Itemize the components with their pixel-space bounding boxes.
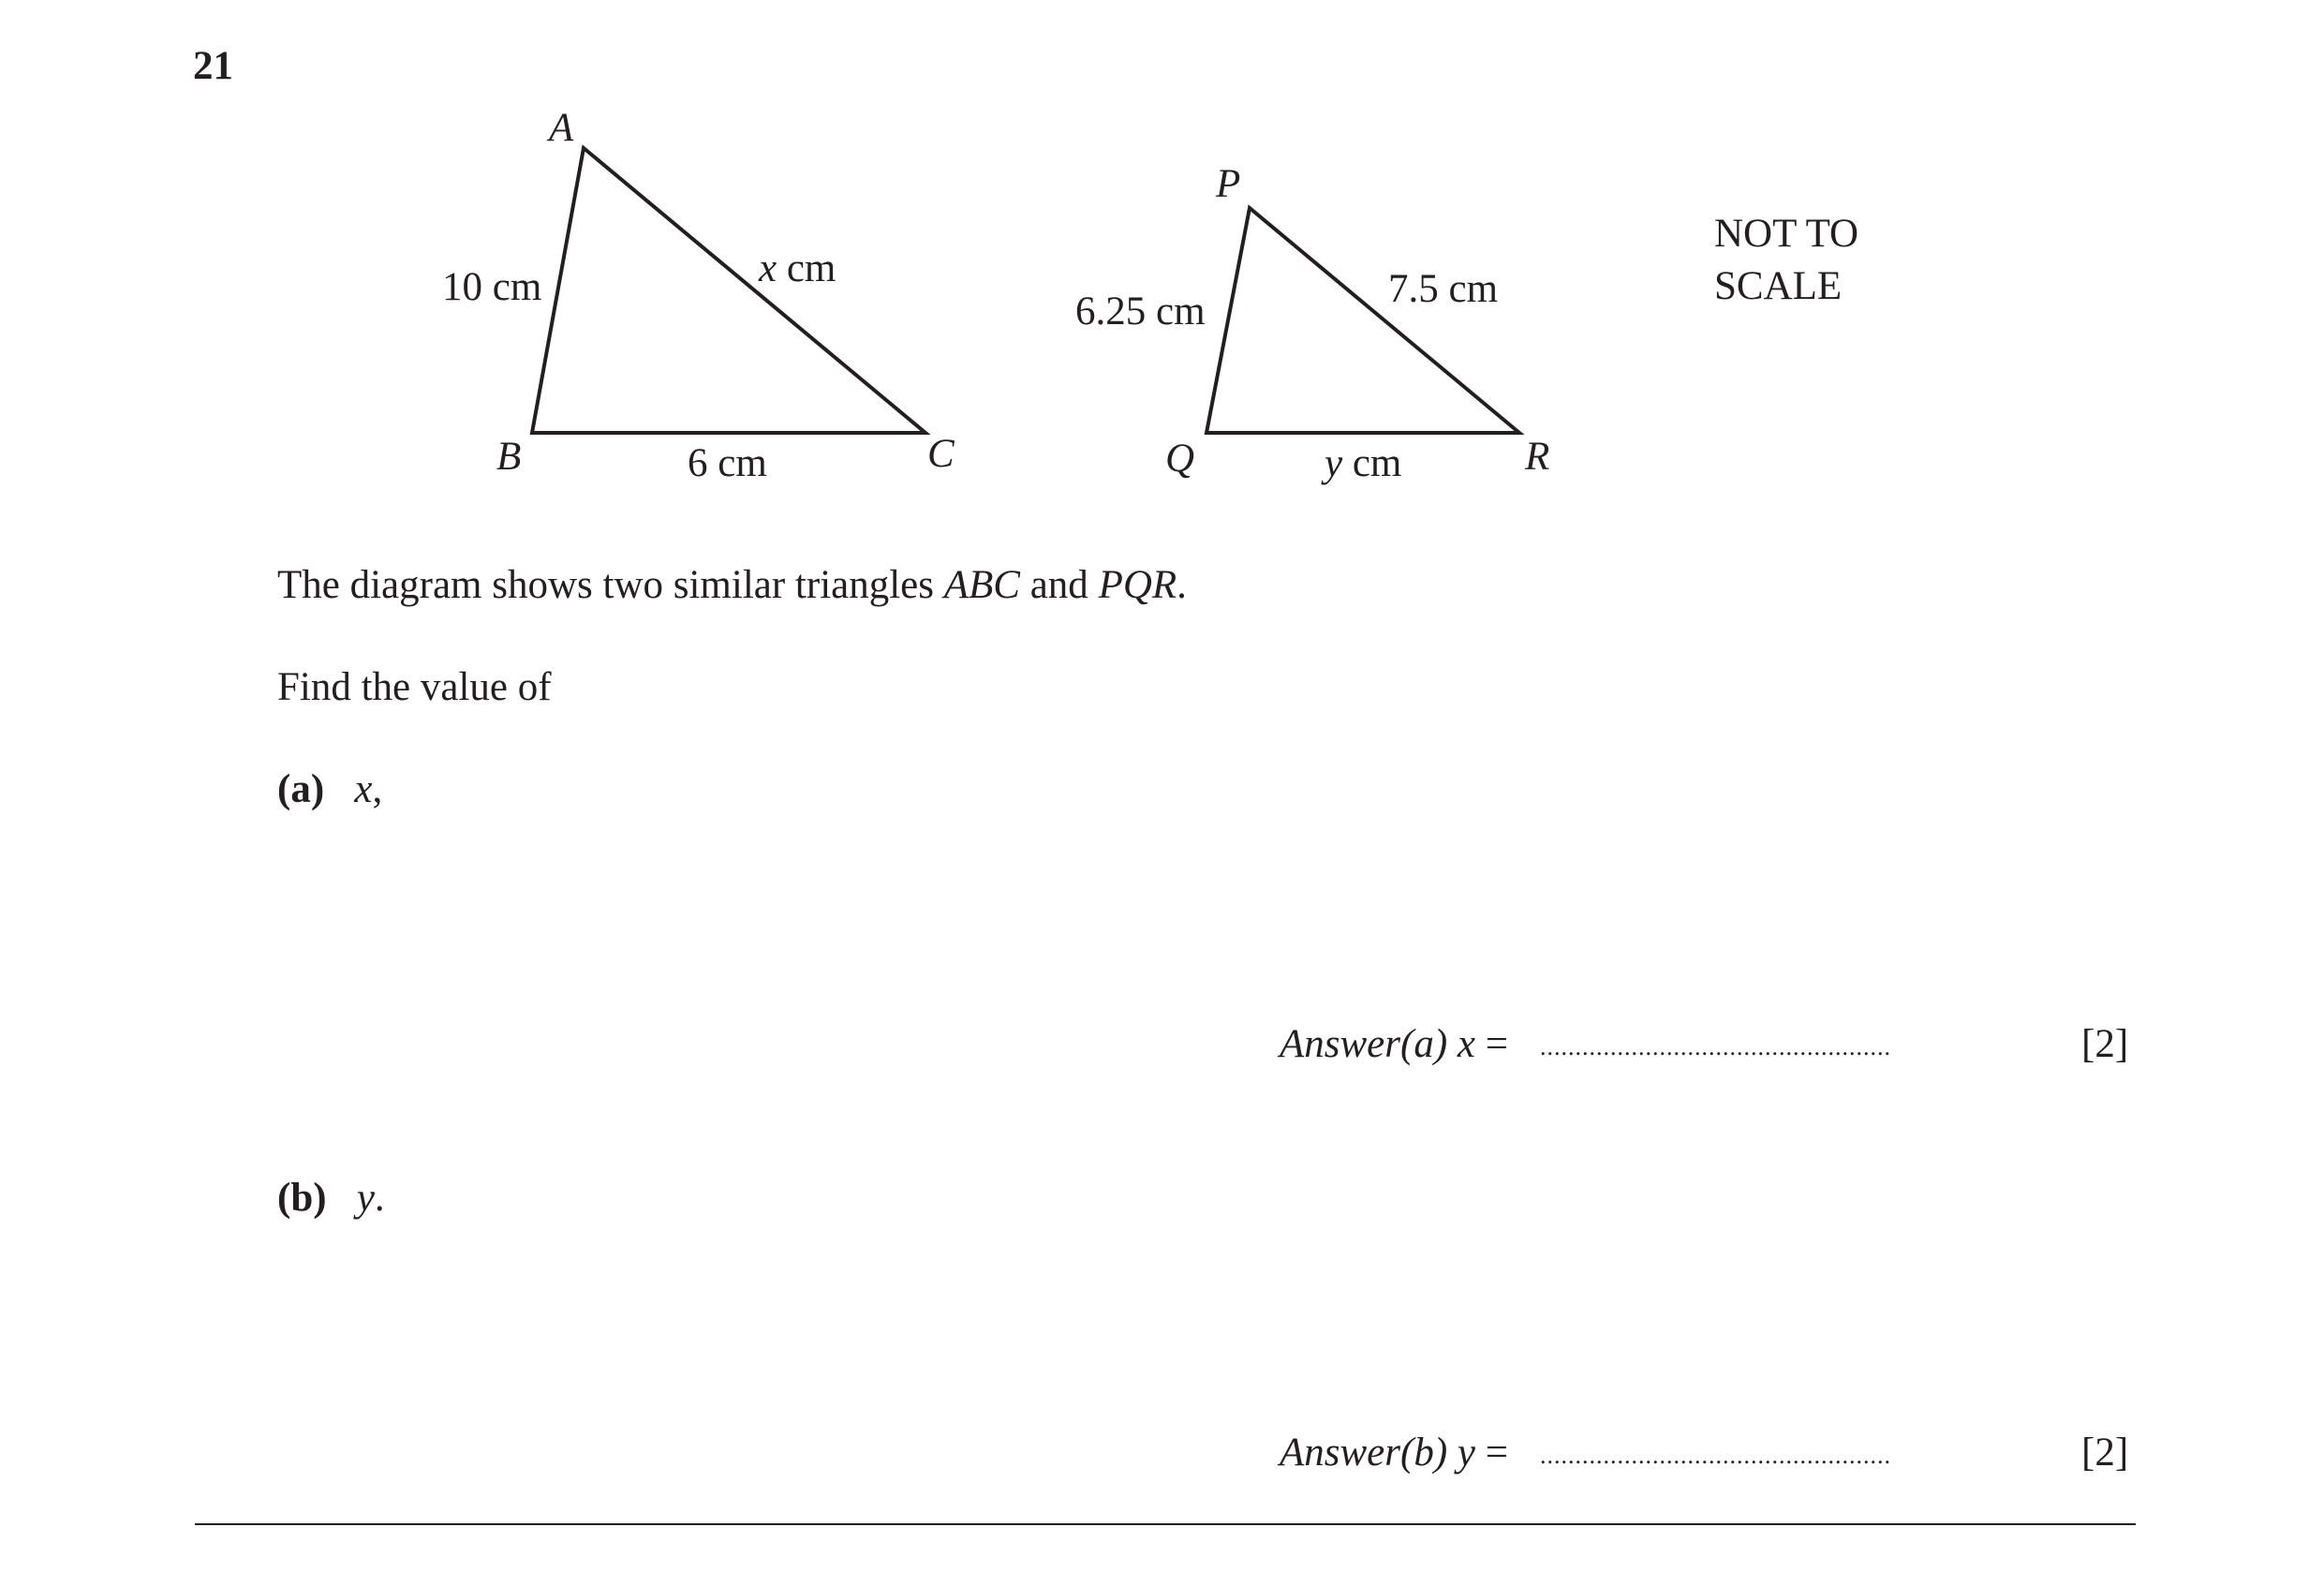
answer-b-label: Answer(b) y: [1280, 1431, 1475, 1475]
answer-b-line: [1280, 1430, 1508, 1476]
part-b-variable: y: [356, 1176, 375, 1220]
triangle-abc: [532, 148, 925, 433]
part-b-prompt: [277, 1175, 385, 1221]
intro-and: and: [1019, 563, 1099, 607]
note-line-2: SCALE: [1714, 264, 1843, 308]
vertex-b-label: B: [496, 435, 522, 479]
vertex-q-label: Q: [1165, 437, 1195, 481]
side-qr-unit: cm: [1352, 441, 1402, 485]
answer-b-dots: ..................................................: [1540, 1442, 1891, 1469]
triangle-pqr-name: PQR: [1098, 563, 1177, 607]
part-a-label: (a): [277, 767, 325, 811]
question-number: 21: [193, 44, 233, 88]
side-qr-variable: y: [1325, 441, 1343, 485]
not-to-scale-note: [1714, 208, 1858, 313]
answer-a-field[interactable]: [1540, 1021, 1891, 1067]
side-ab-label: 10 cm: [442, 265, 542, 309]
side-ac-unit: cm: [786, 246, 836, 290]
answer-a-line: [1280, 1021, 1508, 1067]
part-a-prompt: [277, 766, 382, 812]
find-text: Find the value of: [277, 665, 552, 709]
part-b-label: (b): [277, 1176, 327, 1220]
note-line-1: NOT TO: [1714, 212, 1859, 256]
answer-a-marks: [2]: [2081, 1022, 2129, 1066]
part-b-punct: .: [374, 1176, 385, 1220]
intro-text-part: The diagram shows two similar triangles: [277, 563, 944, 607]
vertex-p-label: P: [1216, 162, 1241, 206]
side-qr-label: [1325, 440, 1401, 486]
vertex-r-label: R: [1525, 435, 1550, 479]
side-ac-variable: x: [759, 246, 777, 290]
intro-period: .: [1177, 563, 1187, 607]
answer-a-label: Answer(a) x: [1280, 1022, 1475, 1066]
vertex-c-label: C: [927, 432, 955, 476]
answer-a-equals: =: [1474, 1022, 1508, 1066]
vertex-a-label: A: [549, 106, 574, 150]
part-a-punct: ,: [372, 767, 383, 811]
triangle-abc-name: ABC: [943, 563, 1020, 607]
answer-b-equals: =: [1474, 1431, 1508, 1475]
answer-b-marks: [2]: [2081, 1431, 2129, 1475]
side-pq-label: 6.25 cm: [1075, 289, 1206, 334]
triangle-pqr: [1206, 208, 1519, 433]
side-ac-label: [759, 245, 836, 291]
side-bc-label: 6 cm: [688, 441, 767, 485]
side-pr-label: 7.5 cm: [1388, 267, 1499, 311]
bottom-rule: [195, 1523, 2136, 1525]
answer-a-dots: ..................................................: [1540, 1033, 1891, 1060]
intro-text: [277, 562, 1187, 608]
answer-b-field[interactable]: [1540, 1430, 1891, 1476]
part-a-variable: x: [354, 767, 373, 811]
